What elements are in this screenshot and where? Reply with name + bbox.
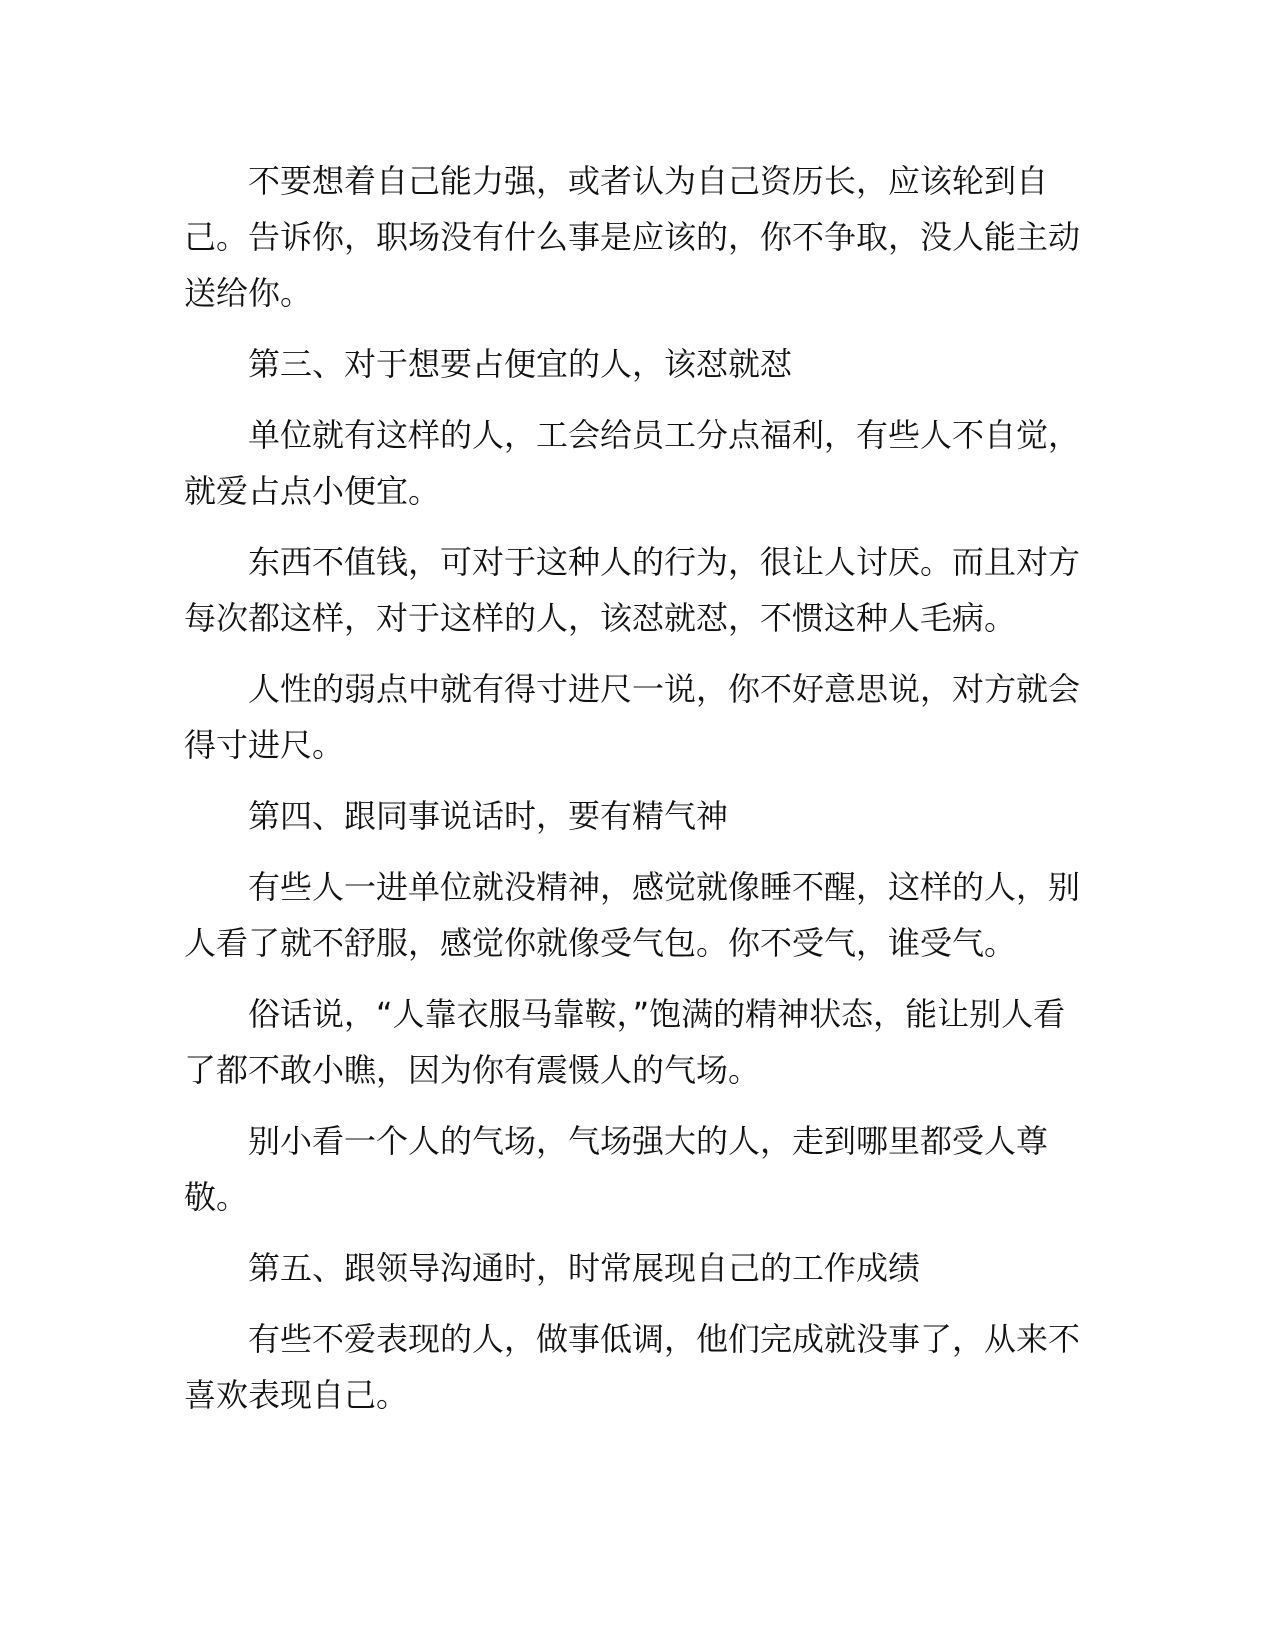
section-heading-four: 第四、跟同事说话时，要有精气神 bbox=[248, 797, 729, 835]
paragraph-low-profile: 有些不爱表现的人，做事低调，他们完成就没事了，从来不喜欢表现自己。 bbox=[184, 1320, 1081, 1414]
paragraph-competition: 不要想着自己能力强，或者认为自己资历长，应该轮到自己。告诉你，职场没有什么事是应该的，你不争取，没人能主动送给你。 bbox=[184, 162, 1081, 312]
paragraph-human-weakness: 人性的弱点中就有得寸进尺一说，你不好意思说，对方就会得寸进尺。 bbox=[184, 670, 1081, 764]
paragraph-annoying-behavior: 东西不值钱，可对于这种人的行为，很让人讨厌。而且对方每次都这样，对于这样的人，该怼就怼，不惯这种人毛病。 bbox=[184, 543, 1081, 637]
section-heading-five: 第五、跟领导沟通时，时常展现自己的工作成绩 bbox=[248, 1249, 921, 1287]
paragraph-no-energy: 有些人一进单位就没精神，感觉就像睡不醒，这样的人，别人看了就不舒服，感觉你就像受气包。你不受气，谁受气。 bbox=[184, 868, 1081, 962]
document-body bbox=[184, 153, 1080, 1438]
section-heading-three: 第三、对于想要占便宜的人，该怼就怼 bbox=[248, 345, 793, 383]
paragraph-proverb: 俗话说，“人靠衣服马靠鞍，”饱满的精神状态，能让别人看了都不敢小瞧，因为你有震慑人的气场。 bbox=[184, 995, 1066, 1089]
paragraph-aura: 别小看一个人的气场，气场强大的人，走到哪里都受人尊敬。 bbox=[184, 1122, 1049, 1216]
paragraph-welfare: 单位就有这样的人，工会给员工分点福利，有些人不自觉，就爱占点小便宜。 bbox=[184, 416, 1081, 510]
